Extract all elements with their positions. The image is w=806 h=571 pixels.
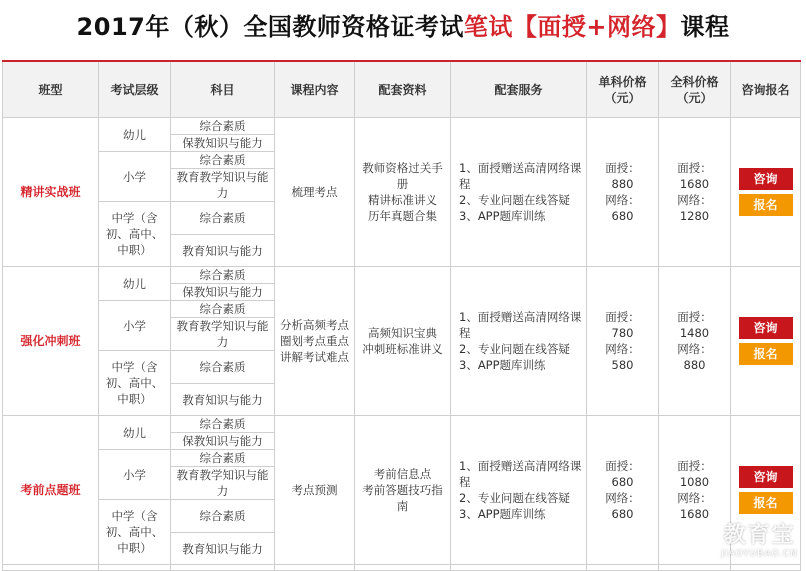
table-row: [3, 416, 801, 433]
table-header-row: [3, 61, 801, 118]
level-secondary: 中学（含初、高中、中职）: [99, 202, 171, 267]
consult-cell: [731, 267, 801, 416]
consult-cell: [731, 118, 801, 267]
header-level: 考试层级: [99, 61, 171, 118]
class-name: 考前点题班: [3, 416, 99, 565]
table-row: [3, 118, 801, 135]
single-price-cell: 面授： 680 网络： 680: [587, 416, 659, 565]
empty-cell: [587, 565, 659, 571]
title-highlight: 笔试【面授+网络】: [463, 13, 681, 41]
full-price-cell: 面授： 1080 网络： 1680: [659, 416, 731, 565]
level-primary: 小学: [99, 152, 171, 202]
level-secondary: 中学（含初、高中、中职）: [99, 500, 171, 565]
materials-cell: 高频知识宝典 冲刺班标准讲义: [355, 267, 451, 416]
header-class-type: 班型: [3, 61, 99, 118]
empty-cell: [355, 565, 451, 571]
subject-cell: 保教知识与能力: [171, 433, 275, 450]
header-content: 课程内容: [275, 61, 355, 118]
subject-cell: 综合素质: [171, 202, 275, 235]
single-price-cell: 面授： 780 网络： 580: [587, 267, 659, 416]
header-full-price: 全科价格（元）: [659, 61, 731, 118]
subject-cell: 教育知识与能力: [171, 384, 275, 416]
subject-cell: 综合素质: [171, 450, 275, 467]
consult-button[interactable]: 咨询: [739, 466, 793, 488]
content-cell: 分析高频考点 圈划考点重点 讲解考试难点: [275, 267, 355, 416]
empty-cell: [731, 565, 801, 571]
apply-button[interactable]: 报名: [739, 343, 793, 365]
watermark-en: JIAOYUBAO.CN: [721, 549, 798, 559]
header-subject: 科目: [171, 61, 275, 118]
subject-cell: 保教知识与能力: [171, 135, 275, 152]
subject-cell: 教育教学知识与能力: [171, 318, 275, 351]
apply-button[interactable]: 报名: [739, 194, 793, 216]
services-cell: 1、面授赠送高清网络课程 2、专业问题在线答疑 3、APP题库训练: [451, 416, 587, 565]
subject-cell: 综合素质: [171, 267, 275, 284]
subject-cell: 综合素质: [171, 118, 275, 135]
services-cell: 1、面授赠送高清网络课程 2、专业问题在线答疑 3、APP题库训练: [451, 267, 587, 416]
single-price-cell: 面授： 880 网络： 680: [587, 118, 659, 267]
empty-cell: [171, 565, 275, 571]
class-name: 精讲实战班: [3, 118, 99, 267]
apply-button[interactable]: 报名: [739, 492, 793, 514]
class-name: 强化冲刺班: [3, 267, 99, 416]
consult-button[interactable]: 咨询: [739, 317, 793, 339]
level-kindergarten: 幼儿: [99, 416, 171, 450]
level-kindergarten: 幼儿: [99, 267, 171, 301]
materials-cell: 考前信息点 考前答题技巧指南: [355, 416, 451, 565]
consult-button[interactable]: 咨询: [739, 168, 793, 190]
subject-cell: 综合素质: [171, 500, 275, 533]
table-row: [3, 267, 801, 284]
empty-cell: [3, 565, 99, 571]
subject-cell: 保教知识与能力: [171, 284, 275, 301]
header-single-price: 单科价格（元）: [587, 61, 659, 118]
subject-cell: 教育知识与能力: [171, 533, 275, 565]
subject-cell: 教育知识与能力: [171, 235, 275, 267]
subject-cell: 教育教学知识与能力: [171, 467, 275, 500]
subject-cell: 综合素质: [171, 351, 275, 384]
full-price-cell: 面授： 1680 网络： 1280: [659, 118, 731, 267]
services-cell: 1、面授赠送高清网络课程 2、专业问题在线答疑 3、APP题库训练: [451, 118, 587, 267]
subject-cell: 综合素质: [171, 152, 275, 169]
watermark-cn: 教育宝: [723, 523, 796, 548]
subject-cell: 综合素质: [171, 301, 275, 318]
header-materials: 配套资料: [355, 61, 451, 118]
level-kindergarten: 幼儿: [99, 118, 171, 152]
content-cell: 梳理考点: [275, 118, 355, 267]
title-prefix: 2017年（秋）全国教师资格证考试: [76, 13, 464, 41]
subject-cell: 教育教学知识与能力: [171, 169, 275, 202]
subject-cell: 综合素质: [171, 416, 275, 433]
course-table: [2, 60, 801, 571]
empty-cell: [99, 565, 171, 571]
empty-cell: [659, 565, 731, 571]
content-cell: 考点预测: [275, 416, 355, 565]
materials-cell: 教师资格过关手册 精讲标准讲义 历年真题合集: [355, 118, 451, 267]
level-primary: 小学: [99, 301, 171, 351]
table-row: [3, 565, 801, 571]
header-services: 配套服务: [451, 61, 587, 118]
consult-cell: [731, 416, 801, 565]
empty-cell: [275, 565, 355, 571]
empty-cell: [451, 565, 587, 571]
page-title: [0, 0, 806, 58]
full-price-cell: 面授： 1480 网络： 880: [659, 267, 731, 416]
header-consult: 咨询报名: [731, 61, 801, 118]
level-primary: 小学: [99, 450, 171, 500]
title-suffix: 课程: [680, 13, 730, 41]
level-secondary: 中学（含初、高中、中职）: [99, 351, 171, 416]
